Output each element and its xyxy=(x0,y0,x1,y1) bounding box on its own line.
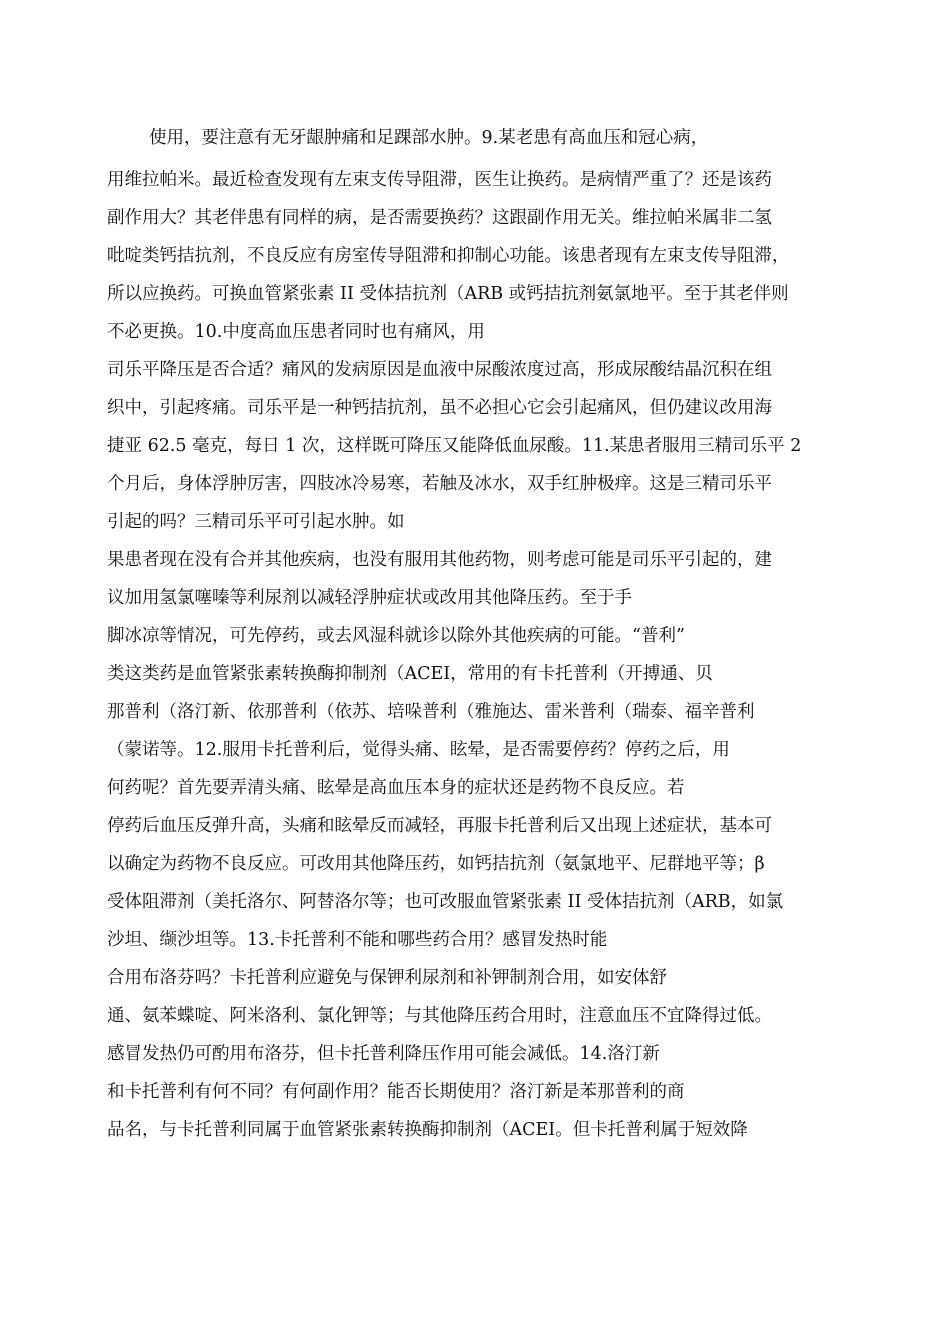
text-line: 织中，引起疼痛。司乐平是一种钙拮抗剂，虽不必担心它会引起痛风，但仍建议改用海 xyxy=(107,398,772,418)
text-line: 类这类药是血管紧张素转换酶抑制剂（ACEI，常用的有卡托普利（开搏通、贝 xyxy=(107,664,713,684)
text-line: 引起的吗？三精司乐平可引起水肿。如 xyxy=(107,512,405,532)
text-line: 个月后，身体浮肿厉害，四肢冰冷易寒，若触及冰水，双手红肿极痒。这是三精司乐平 xyxy=(107,474,772,494)
text-line: 那普利（洛汀新、依那普利（依苏、培哚普利（雅施达、雷米普利（瑞泰、福辛普利 xyxy=(107,702,755,722)
text-line: 和卡托普利有何不同？有何副作用？能否长期使用？洛汀新是苯那普利的商 xyxy=(107,1082,685,1102)
text-line: 副作用大？其老伴患有同样的病，是否需要换药？这跟副作用无关。维拉帕米属非二氢 xyxy=(107,208,772,228)
text-line: 吡啶类钙拮抗剂，不良反应有房室传导阻滞和抑制心功能。该患者现有左束支传导阻滞， xyxy=(107,246,790,266)
text-line: 所以应换药。可换血管紧张素 II 受体拮抗剂（ARB 或钙拮抗剂氨氯地平。至于其老伴则 xyxy=(107,284,789,304)
text-line: 受体阻滞剂（美托洛尔、阿替洛尔等；也可改服血管紧张素 II 受体拮抗剂（ARB，如氯 xyxy=(107,892,784,912)
text-line: 停药后血压反弹升高，头痛和眩晕反而减轻，再服卡托普利后又出现上述症状，基本可 xyxy=(107,816,772,836)
text-line: 不必更换。10.中度高血压患者同时也有痛风，用 xyxy=(107,322,485,342)
text-line: （蒙诺等。12.服用卡托普利后，觉得头痛、眩晕，是否需要停药？停药之后，用 xyxy=(107,740,730,760)
text-line: 通、氨苯蝶啶、阿米洛利、氯化钾等；与其他降压药合用时，注意血压不宜降得过低。 xyxy=(107,1006,772,1026)
text-line: 品名，与卡托普利同属于血管紧张素转换酶抑制剂（ACEI。但卡托普利属于短效降 xyxy=(107,1120,748,1140)
text-line: 合用布洛芬吗？卡托普利应避免与保钾利尿剂和补钾制剂合用，如安体舒 xyxy=(107,968,667,988)
text-line: 捷亚 62.5 毫克，每日 1 次，这样既可降压又能降低血尿酸。11.某患者服用三精司乐平 2 xyxy=(107,436,802,456)
text-line: 何药呢？首先要弄清头痛、眩晕是高血压本身的症状还是药物不良反应。若 xyxy=(107,778,685,798)
text-line: 司乐平降压是否合适？痛风的发病原因是血液中尿酸浓度过高，形成尿酸结晶沉积在组 xyxy=(107,360,772,380)
text-line: 议加用氢氯噻嗪等利尿剂以减轻浮肿症状或改用其他降压药。至于手 xyxy=(107,588,632,608)
text-line: 沙坦、缬沙坦等。13.卡托普利不能和哪些药合用？感冒发热时能 xyxy=(107,930,608,950)
text-line: 感冒发热仍可酌用布洛芬，但卡托普利降压作用可能会减低。14.洛汀新 xyxy=(107,1044,660,1064)
text-line: 用维拉帕米。最近检查发现有左束支传导阻滞，医生让换药。是病情严重了？还是该药 xyxy=(107,170,772,190)
text-line: 果患者现在没有合并其他疾病，也没有服用其他药物，则考虑可能是司乐平引起的，建 xyxy=(107,550,772,570)
text-line: 使用，要注意有无牙龈肿痛和足踝部水肿。9.某老患有高血压和冠心病， xyxy=(149,128,709,148)
text-line: 脚冰凉等情况，可先停药，或去风湿科就诊以除外其他疾病的可能。“普利” xyxy=(107,626,685,646)
text-line: 以确定为药物不良反应。可改用其他降压药，如钙拮抗剂（氨氯地平、尼群地平等；β xyxy=(107,854,765,874)
